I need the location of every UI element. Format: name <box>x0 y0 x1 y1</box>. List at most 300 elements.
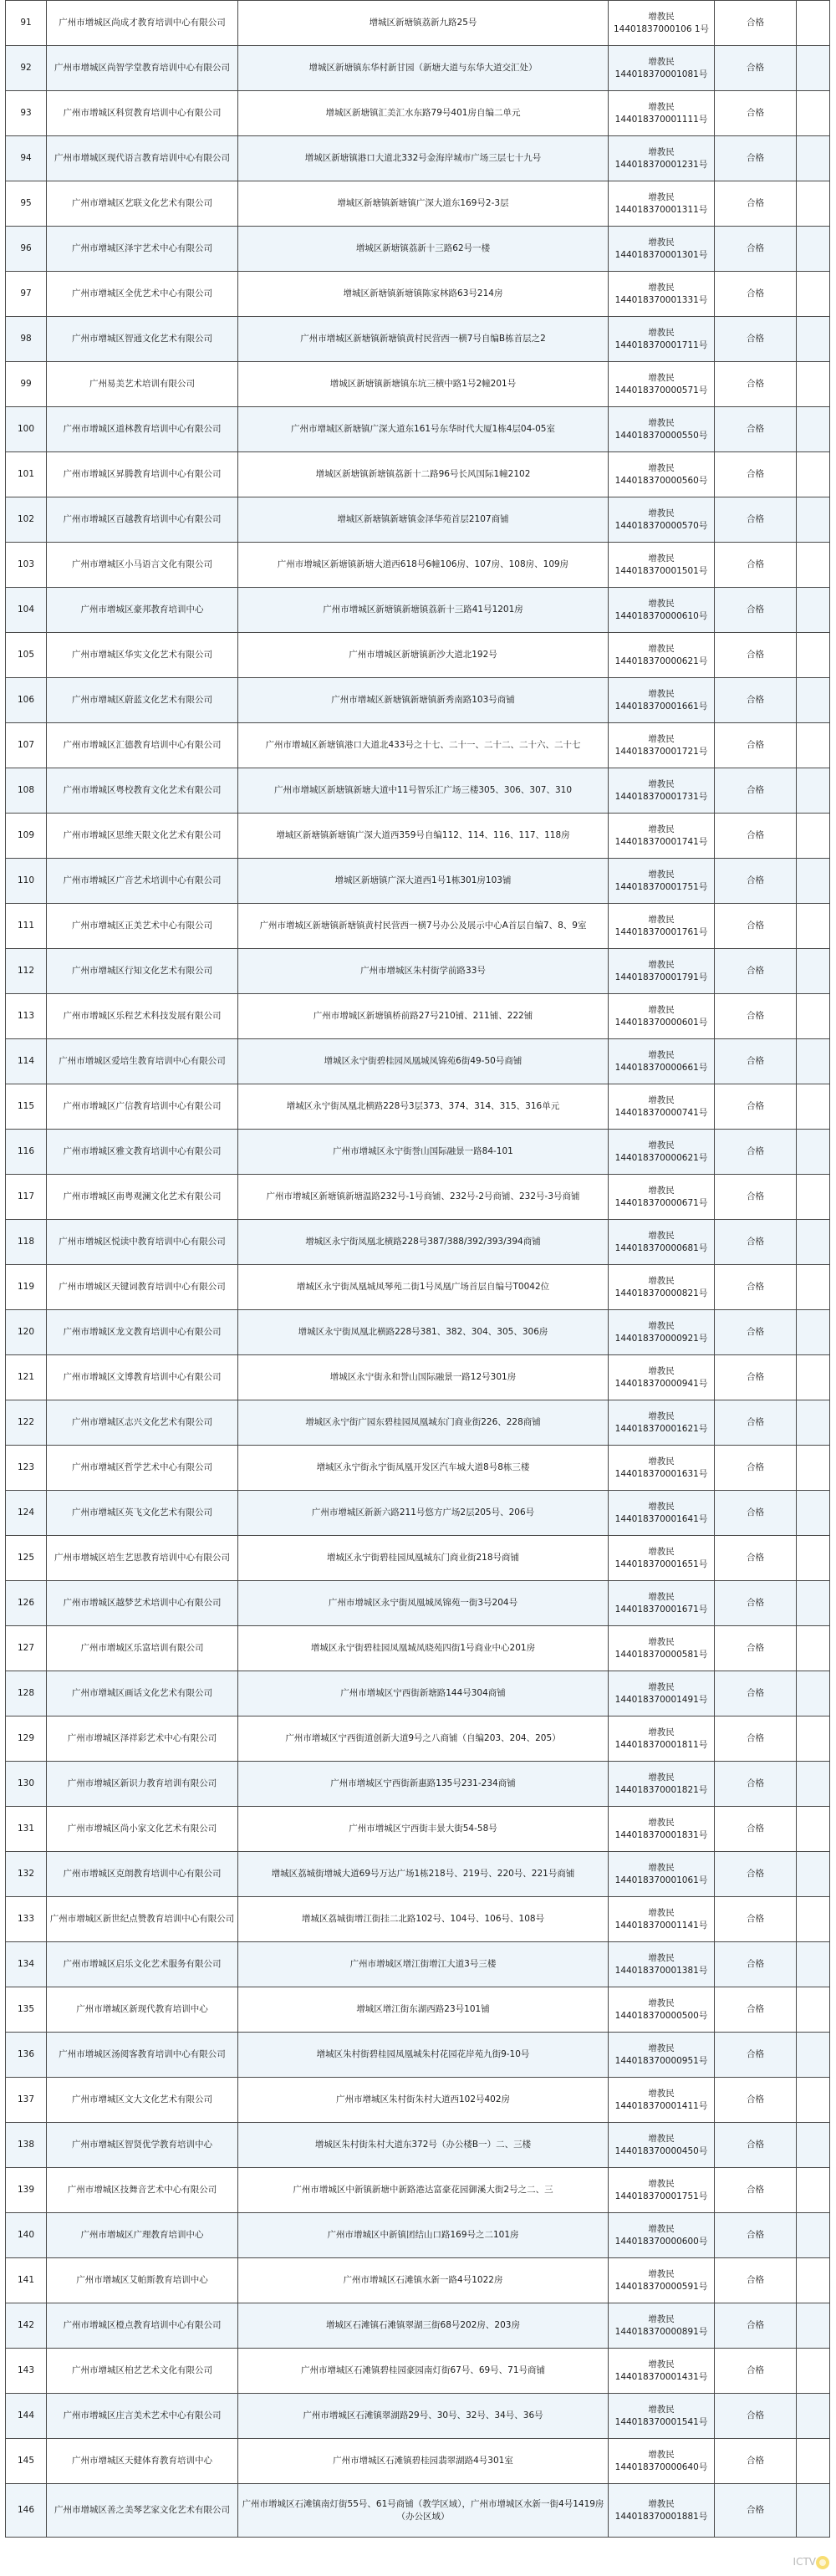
remarks-cell <box>797 1220 830 1265</box>
license-code: 144018370001641号 <box>614 1513 708 1524</box>
license-prefix: 增教民 <box>648 1094 675 1105</box>
inspection-result: 合格 <box>715 633 797 678</box>
inspection-result: 合格 <box>715 2394 797 2439</box>
row-number: 98 <box>6 317 47 362</box>
institution-name: 广州市增城区科贸教育培训中心有限公司 <box>47 91 238 136</box>
table-row <box>6 543 830 588</box>
license-prefix: 增教民 <box>648 2223 675 2234</box>
remarks-cell <box>797 1762 830 1807</box>
license-number <box>609 768 715 814</box>
inspection-result: 合格 <box>715 1852 797 1897</box>
license-number <box>609 1446 715 1491</box>
license-prefix: 增教民 <box>648 598 675 609</box>
row-number: 97 <box>6 272 47 317</box>
license-code: 144018370000621号 <box>614 1152 708 1163</box>
inspection-result: 合格 <box>715 588 797 633</box>
license-number <box>609 2123 715 2168</box>
license-code: 144018370001431号 <box>614 2371 708 2382</box>
row-number: 92 <box>6 46 47 91</box>
institution-address: 广州市增城区新塘镇港口大道北433号之十七、二十一、二十二、二十六、二十七 <box>238 723 609 768</box>
remarks-cell <box>797 1 830 46</box>
remarks-cell <box>797 1942 830 1987</box>
table-row <box>6 2213 830 2258</box>
license-prefix: 增教民 <box>648 1320 675 1331</box>
remarks-cell <box>797 1626 830 1671</box>
inspection-result: 合格 <box>715 46 797 91</box>
institution-name: 广州市增城区志兴文化艺术有限公司 <box>47 1400 238 1446</box>
license-prefix: 增教民 <box>648 733 675 744</box>
inspection-result: 合格 <box>715 2439 797 2484</box>
row-number: 101 <box>6 452 47 497</box>
inspection-result: 合格 <box>715 1446 797 1491</box>
table-row <box>6 1671 830 1716</box>
institution-address: 增城区永宁街永和誉山国际融景一路12号301房 <box>238 1355 609 1400</box>
inspection-result: 合格 <box>715 1987 797 2033</box>
license-number <box>609 1130 715 1175</box>
inspection-result: 合格 <box>715 497 797 543</box>
row-number: 135 <box>6 1987 47 2033</box>
institution-name: 广州市增城区善之美琴艺家文化艺术有限公司 <box>47 2484 238 2538</box>
remarks-cell <box>797 678 830 723</box>
institution-address: 增城区新塘镇新塘镇陈家林路63号214房 <box>238 272 609 317</box>
remarks-cell <box>797 362 830 407</box>
institution-address: 广州市增城区新塘镇新塘镇黄村民营西一横7号自编B栋首层之2 <box>238 317 609 362</box>
remarks-cell <box>797 1265 830 1310</box>
institution-address: 广州市增城区中新镇团结山口路169号之二101房 <box>238 2213 609 2258</box>
row-number: 116 <box>6 1130 47 1175</box>
row-number: 103 <box>6 543 47 588</box>
remarks-cell <box>797 2303 830 2349</box>
row-number: 130 <box>6 1762 47 1807</box>
inspection-result: 合格 <box>715 949 797 994</box>
institution-name: 广州市增城区泽宇艺术中心有限公司 <box>47 227 238 272</box>
license-prefix: 增教民 <box>648 1817 675 1828</box>
table-row <box>6 136 830 181</box>
license-prefix: 增教民 <box>648 1997 675 2008</box>
table-row <box>6 1265 830 1310</box>
license-code: 144018370000600号 <box>614 2236 708 2247</box>
row-number: 146 <box>6 2484 47 2538</box>
license-prefix: 增教民 <box>648 2313 675 2324</box>
institution-name: 广州市增城区文大文化艺术有限公司 <box>47 2078 238 2123</box>
license-number <box>609 723 715 768</box>
inspection-result: 合格 <box>715 723 797 768</box>
institution-address: 广州市增城区新塘镇新塘温路232号-1号商铺、232号-2号商铺、232号-3号商铺 <box>238 1175 609 1220</box>
remarks-cell <box>797 723 830 768</box>
license-code: 144018370001501号 <box>614 565 708 576</box>
institution-name: 广州市增城区天键词教育培训中心有限公司 <box>47 1265 238 1310</box>
remarks-cell <box>797 1130 830 1175</box>
table-row <box>6 407 830 452</box>
institution-address: 增城区永宁街碧桂园凤凰城凤晓苑四街1号商业中心201房 <box>238 1626 609 1671</box>
license-number <box>609 362 715 407</box>
license-number <box>609 2439 715 2484</box>
institution-address: 增城区新塘镇新塘镇东坑三横中路1号2幢201号 <box>238 362 609 407</box>
inspection-result: 合格 <box>715 1942 797 1987</box>
institution-name: 广州市增城区汤阅客教育培训中心有限公司 <box>47 2033 238 2078</box>
license-code: 144018370001761号 <box>614 926 708 937</box>
table-row <box>6 1852 830 1897</box>
table-row <box>6 2258 830 2303</box>
table-row <box>6 1581 830 1626</box>
inspection-result: 合格 <box>715 136 797 181</box>
institution-address: 增城区新塘镇新塘镇广深大道东169号2-3层 <box>238 181 609 227</box>
license-number <box>609 1716 715 1762</box>
row-number: 114 <box>6 1039 47 1084</box>
row-number: 122 <box>6 1400 47 1446</box>
table-row <box>6 1897 830 1942</box>
institution-name: 广州市增城区文博教育培训中心有限公司 <box>47 1355 238 1400</box>
table-row <box>6 272 830 317</box>
license-number <box>609 1762 715 1807</box>
license-code: 144018370001791号 <box>614 972 708 982</box>
remarks-cell <box>797 2349 830 2394</box>
license-number <box>609 2078 715 2123</box>
remarks-cell <box>797 1491 830 1536</box>
license-prefix: 增教民 <box>648 1907 675 1918</box>
institution-name: 广州市增城区全优艺术中心有限公司 <box>47 272 238 317</box>
watermark <box>793 2556 816 2568</box>
remarks-cell <box>797 1446 830 1491</box>
inspection-result: 合格 <box>715 1536 797 1581</box>
remarks-cell <box>797 543 830 588</box>
inspection-result: 合格 <box>715 2213 797 2258</box>
table-row <box>6 317 830 362</box>
license-number <box>609 1220 715 1265</box>
license-number <box>609 91 715 136</box>
table-row <box>6 904 830 949</box>
license-code: 144018370000591号 <box>614 2281 708 2292</box>
institution-address: 广州市增城区宁西街新塘路144号304商铺 <box>238 1671 609 1716</box>
license-number <box>609 678 715 723</box>
remarks-cell <box>797 814 830 859</box>
institution-name: 广州市增城区广音艺术培训中心有限公司 <box>47 859 238 904</box>
inspection-result: 合格 <box>715 2168 797 2213</box>
remarks-cell <box>797 91 830 136</box>
license-number <box>609 46 715 91</box>
license-number <box>609 1039 715 1084</box>
row-number: 129 <box>6 1716 47 1762</box>
row-number: 111 <box>6 904 47 949</box>
license-code: 144018370001061号 <box>614 1875 708 1885</box>
row-number: 96 <box>6 227 47 272</box>
license-prefix: 增教民 <box>648 1004 675 1015</box>
row-number: 140 <box>6 2213 47 2258</box>
inspection-result: 合格 <box>715 1626 797 1671</box>
remarks-cell <box>797 1084 830 1130</box>
institution-address: 增城区永宁街凤凰北横路228号381、382、304、305、306房 <box>238 1310 609 1355</box>
institution-address: 广州市增城区新塘镇新塘镇黄村民营西一横7号办公及展示中心A首层自编7、8、9室 <box>238 904 609 949</box>
institution-name: 广州市增城区柏艺艺术文化有限公司 <box>47 2349 238 2394</box>
license-code: 144018370001831号 <box>614 1829 708 1840</box>
table-row <box>6 1626 830 1671</box>
license-number <box>609 407 715 452</box>
license-prefix: 增教民 <box>648 417 675 428</box>
row-number: 104 <box>6 588 47 633</box>
license-code: 144018370001811号 <box>614 1739 708 1750</box>
license-code: 144018370001751号 <box>614 881 708 892</box>
institution-name: 广州市增城区乐程艺术科技发展有限公司 <box>47 994 238 1039</box>
institution-name: 广州市增城区庄言美术艺术中心有限公司 <box>47 2394 238 2439</box>
license-prefix: 增教民 <box>648 1952 675 1963</box>
institution-address: 增城区新塘镇汇美汇水东路79号401房自编二单元 <box>238 91 609 136</box>
institution-name: 广州市增城区正美艺术中心有限公司 <box>47 904 238 949</box>
remarks-cell <box>797 859 830 904</box>
table-row <box>6 1220 830 1265</box>
institution-address: 广州市增城区新塘镇新塘大道中11号智乐汇广场三楼305、306、307、310 <box>238 768 609 814</box>
license-code: 144018370000571号 <box>614 385 708 395</box>
table-row <box>6 46 830 91</box>
license-number <box>609 1581 715 1626</box>
inspection-result: 合格 <box>715 2303 797 2349</box>
remarks-cell <box>797 272 830 317</box>
institution-address: 增城区永宁街永宁街凤凰开发区汽车城大道8号8栋三楼 <box>238 1446 609 1491</box>
institution-name: 广州市增城区爱培生教育培训中心有限公司 <box>47 1039 238 1084</box>
license-number <box>609 452 715 497</box>
institution-address: 广州市增城区新新六路211号悠方广场2层205号、206号 <box>238 1491 609 1536</box>
institution-address: 广州市增城区中新镇新塘中新路港达富豪花园御溪大街2号之二、三 <box>238 2168 609 2213</box>
inspection-result: 合格 <box>715 768 797 814</box>
remarks-cell <box>797 317 830 362</box>
table-row <box>6 1762 830 1807</box>
license-code: 144018370001731号 <box>614 791 708 802</box>
institution-address: 广州市增城区朱村街学前路33号 <box>238 949 609 994</box>
inspection-result: 合格 <box>715 2123 797 2168</box>
inspection-result: 合格 <box>715 2484 797 2538</box>
row-number: 132 <box>6 1852 47 1897</box>
table-row <box>6 1175 830 1220</box>
license-number <box>609 1536 715 1581</box>
row-number: 119 <box>6 1265 47 1310</box>
license-number <box>609 317 715 362</box>
institution-name: 广州市增城区尚小家文化艺术有限公司 <box>47 1807 238 1852</box>
institution-name: 广州市增城区南粤观澜文化艺术有限公司 <box>47 1175 238 1220</box>
institution-name: 广州市增城区哲学艺术中心有限公司 <box>47 1446 238 1491</box>
institution-address: 广州市增城区石滩镇碧桂园豪园南灯街67号、69号、71号商铺 <box>238 2349 609 2394</box>
license-code: 144018370001081号 <box>614 69 708 79</box>
table-row <box>6 1 830 46</box>
inspection-result: 合格 <box>715 1310 797 1355</box>
license-prefix: 增教民 <box>648 1185 675 1196</box>
table-row <box>6 1807 830 1852</box>
remarks-cell <box>797 1310 830 1355</box>
institution-name: 广州市增城区思维天限文化艺术有限公司 <box>47 814 238 859</box>
institution-address: 增城区增江街东湖西路23号101铺 <box>238 1987 609 2033</box>
license-code: 144018370000581号 <box>614 1649 708 1660</box>
table-row <box>6 1310 830 1355</box>
license-number <box>609 2484 715 2538</box>
institution-address: 广州市增城区石滩镇南灯街55号、61号商铺（教学区域），广州市增城区水新一街4号1419房（办公区域） <box>238 2484 609 2538</box>
institution-address: 广州市增城区新塘镇新塘镇新秀南路103号商铺 <box>238 678 609 723</box>
license-code: 144018370001231号 <box>614 159 708 170</box>
license-prefix: 增教民 <box>648 1410 675 1421</box>
remarks-cell <box>797 904 830 949</box>
institution-name: 广州市增城区越梦艺术培训中心有限公司 <box>47 1581 238 1626</box>
license-prefix: 增教民 <box>648 1591 675 1602</box>
license-prefix: 增教民 <box>648 1727 675 1737</box>
license-prefix: 增教民 <box>648 778 675 789</box>
institution-address: 增城区石滩镇石滩镇翠湖三街68号202房、203房 <box>238 2303 609 2349</box>
institution-name: 广州市增城区技舞音艺术中心有限公司 <box>47 2168 238 2213</box>
license-prefix: 增教民 <box>648 2133 675 2144</box>
table-row <box>6 1536 830 1581</box>
table-row <box>6 1491 830 1536</box>
license-prefix: 增教民 <box>648 914 675 925</box>
license-number <box>609 949 715 994</box>
row-number: 107 <box>6 723 47 768</box>
inspection-result: 合格 <box>715 1265 797 1310</box>
institution-address: 广州市增城区增江街增江大道3号三楼 <box>238 1942 609 1987</box>
row-number: 137 <box>6 2078 47 2123</box>
institution-name: 广州市增城区橙点教育培训中心有限公司 <box>47 2303 238 2349</box>
institution-address: 广州市增城区新塘镇桥前路27号210铺、211铺、222铺 <box>238 994 609 1039</box>
remarks-cell <box>797 994 830 1039</box>
license-number <box>609 497 715 543</box>
license-number <box>609 543 715 588</box>
license-number <box>609 1671 715 1716</box>
row-number: 115 <box>6 1084 47 1130</box>
remarks-cell <box>797 2439 830 2484</box>
institution-address: 增城区新塘镇荔新十三路62号一楼 <box>238 227 609 272</box>
table-row <box>6 2439 830 2484</box>
license-number <box>609 2394 715 2439</box>
license-code: 144018370000921号 <box>614 1333 708 1344</box>
row-number: 143 <box>6 2349 47 2394</box>
institution-name: 广州市增城区雅文教育培训中心有限公司 <box>47 1130 238 1175</box>
inspection-result: 合格 <box>715 1175 797 1220</box>
inspection-result: 合格 <box>715 2033 797 2078</box>
inspection-result: 合格 <box>715 814 797 859</box>
institution-address: 增城区新塘镇新塘镇金泽华苑首层2107商铺 <box>238 497 609 543</box>
institution-address: 广州市增城区宁西街新惠路135号231-234商铺 <box>238 1762 609 1807</box>
license-prefix: 增教民 <box>648 1681 675 1692</box>
license-prefix: 增教民 <box>648 959 675 970</box>
table-row <box>6 1039 830 1084</box>
license-number <box>609 1807 715 1852</box>
table-row <box>6 497 830 543</box>
license-prefix: 增教民 <box>648 237 675 247</box>
institution-name: 广州市增城区新识力教育培训有限公司 <box>47 1762 238 1807</box>
license-code: 144018370001311号 <box>614 204 708 215</box>
inspection-result: 合格 <box>715 1 797 46</box>
table-row <box>6 1716 830 1762</box>
license-prefix: 增教民 <box>648 146 675 157</box>
license-number <box>609 2303 715 2349</box>
table-row <box>6 859 830 904</box>
row-number: 94 <box>6 136 47 181</box>
license-prefix: 增教民 <box>648 1365 675 1376</box>
institution-address: 广州市增城区新塘镇新塘大道西618号6幢106房、107房、108房、109房 <box>238 543 609 588</box>
license-number <box>609 1897 715 1942</box>
license-code: 144018370000450号 <box>614 2145 708 2156</box>
license-code: 144018370001621号 <box>614 1423 708 1434</box>
inspection-result: 合格 <box>715 181 797 227</box>
license-number <box>609 814 715 859</box>
inspection-result: 合格 <box>715 1491 797 1536</box>
license-prefix: 增教民 <box>648 2404 675 2415</box>
institution-address: 广州市增城区宁西街道创新大道9号之八商铺（自编203、204、205） <box>238 1716 609 1762</box>
license-code: 144018370001411号 <box>614 2100 708 2111</box>
institution-name: 广州市增城区豪邦教育培训中心 <box>47 588 238 633</box>
table-row <box>6 2078 830 2123</box>
institution-name: 广州市增城区乐富培训有限公司 <box>47 1626 238 1671</box>
institution-address: 增城区永宁街广园东碧桂园凤凰城东门商业街226、228商铺 <box>238 1400 609 1446</box>
institution-name: 广州市增城区小马语言文化有限公司 <box>47 543 238 588</box>
license-number <box>609 2168 715 2213</box>
license-code: 144018370001741号 <box>614 836 708 847</box>
institution-name: 广州市增城区广理教育培训中心 <box>47 2213 238 2258</box>
institution-address: 广州市增城区石滩镇水新一路4号1022房 <box>238 2258 609 2303</box>
license-code: 144018370000550号 <box>614 430 708 441</box>
remarks-cell <box>797 949 830 994</box>
institution-address: 增城区荔城街增江街挂二北路102号、104号、106号、108号 <box>238 1897 609 1942</box>
table-row <box>6 1355 830 1400</box>
remarks-cell <box>797 2484 830 2538</box>
row-number: 125 <box>6 1536 47 1581</box>
table-row <box>6 181 830 227</box>
table-row <box>6 1942 830 1987</box>
institution-name: 广州市增城区克朗教育培训中心有限公司 <box>47 1852 238 1897</box>
institution-name: 广州市增城区英飞文化艺术有限公司 <box>47 1491 238 1536</box>
license-prefix: 增教民 <box>648 2088 675 2099</box>
license-prefix: 增教民 <box>648 2498 675 2509</box>
institution-address: 增城区新塘镇东华村新甘园（新塘大道与东华大道交汇处） <box>238 46 609 91</box>
row-number: 141 <box>6 2258 47 2303</box>
institution-name: 广州市增城区艾帕斯教育培训中心 <box>47 2258 238 2303</box>
license-prefix: 增教民 <box>648 1049 675 1060</box>
institution-name: 广州市增城区蔚蓝文化艺术有限公司 <box>47 678 238 723</box>
inspection-result: 合格 <box>715 452 797 497</box>
institution-address: 增城区永宁街凤凰城凤琴苑二街1号凤凰广场首层自编号T0042位 <box>238 1265 609 1310</box>
inspection-result: 合格 <box>715 362 797 407</box>
row-number: 120 <box>6 1310 47 1355</box>
inspection-result: 合格 <box>715 994 797 1039</box>
table-row <box>6 2303 830 2349</box>
table-row <box>6 1130 830 1175</box>
table-row <box>6 949 830 994</box>
inspection-result: 合格 <box>715 227 797 272</box>
watermark-text: ICTV <box>793 2556 816 2568</box>
row-number: 127 <box>6 1626 47 1671</box>
remarks-cell <box>797 2258 830 2303</box>
license-number <box>609 1310 715 1355</box>
license-prefix: 增教民 <box>648 1636 675 1647</box>
row-number: 136 <box>6 2033 47 2078</box>
institution-name: 广州市增城区悦读中教育培训中心有限公司 <box>47 1220 238 1265</box>
license-number <box>609 272 715 317</box>
remarks-cell <box>797 1897 830 1942</box>
remarks-cell <box>797 588 830 633</box>
license-number <box>609 2033 715 2078</box>
license-number <box>609 1852 715 1897</box>
license-prefix: 增教民 <box>648 1456 675 1467</box>
remarks-cell <box>797 2078 830 2123</box>
license-number <box>609 633 715 678</box>
row-number: 118 <box>6 1220 47 1265</box>
row-number: 93 <box>6 91 47 136</box>
license-code: 144018370000951号 <box>614 2055 708 2066</box>
license-code: 144018370000891号 <box>614 2326 708 2337</box>
license-code: 144018370001751号 <box>614 2191 708 2201</box>
remarks-cell <box>797 2123 830 2168</box>
remarks-cell <box>797 633 830 678</box>
table-row <box>6 633 830 678</box>
remarks-cell <box>797 1581 830 1626</box>
institution-address: 广州市增城区永宁街凤凰城凤锦苑一街3号204号 <box>238 1581 609 1626</box>
license-code: 144018370001541号 <box>614 2416 708 2427</box>
license-code: 144018370001721号 <box>614 746 708 757</box>
table-row <box>6 2484 830 2538</box>
